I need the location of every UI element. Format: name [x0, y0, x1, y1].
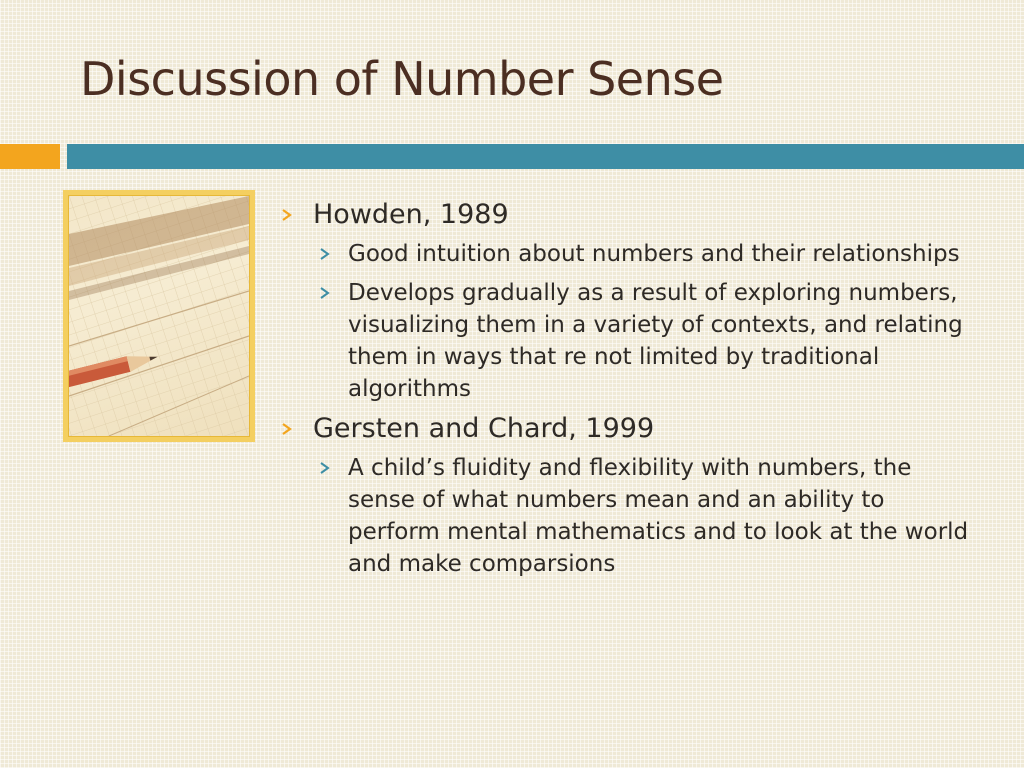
chevron-right-icon — [280, 208, 294, 222]
chevron-right-icon — [318, 286, 332, 300]
list-item — [278, 452, 978, 580]
sub-bullet-text: A child’s fluidity and flexibility with numbers, the sense of what numbers mean and an ability to perform mental mathematics and to look at the world and make comparsions — [348, 455, 969, 577]
chevron-right-icon — [280, 422, 294, 436]
pencil-on-graph-paper-icon — [68, 195, 250, 437]
list-item — [278, 412, 978, 446]
sub-bullet-text: Good intuition about numbers and their relationships — [348, 241, 960, 267]
chevron-right-icon — [318, 461, 332, 475]
accent-bar-teal — [67, 144, 1024, 169]
slide-image-frame — [63, 190, 255, 442]
bullet-list — [278, 198, 978, 587]
list-item — [278, 238, 978, 270]
bullet-text: Gersten and Chard, 1999 — [313, 413, 655, 444]
bullet-text: Howden, 1989 — [313, 199, 509, 230]
chevron-right-icon — [318, 247, 332, 261]
list-item — [278, 198, 978, 232]
sub-bullet-text: Develops gradually as a result of exploring numbers, visualizing them in a variety of contexts, and relating them in ways that re not limited by traditional algorithms — [348, 280, 963, 402]
slide-title: Discussion of Number Sense — [80, 52, 724, 106]
list-item — [278, 277, 978, 405]
accent-bar-orange — [0, 144, 60, 169]
